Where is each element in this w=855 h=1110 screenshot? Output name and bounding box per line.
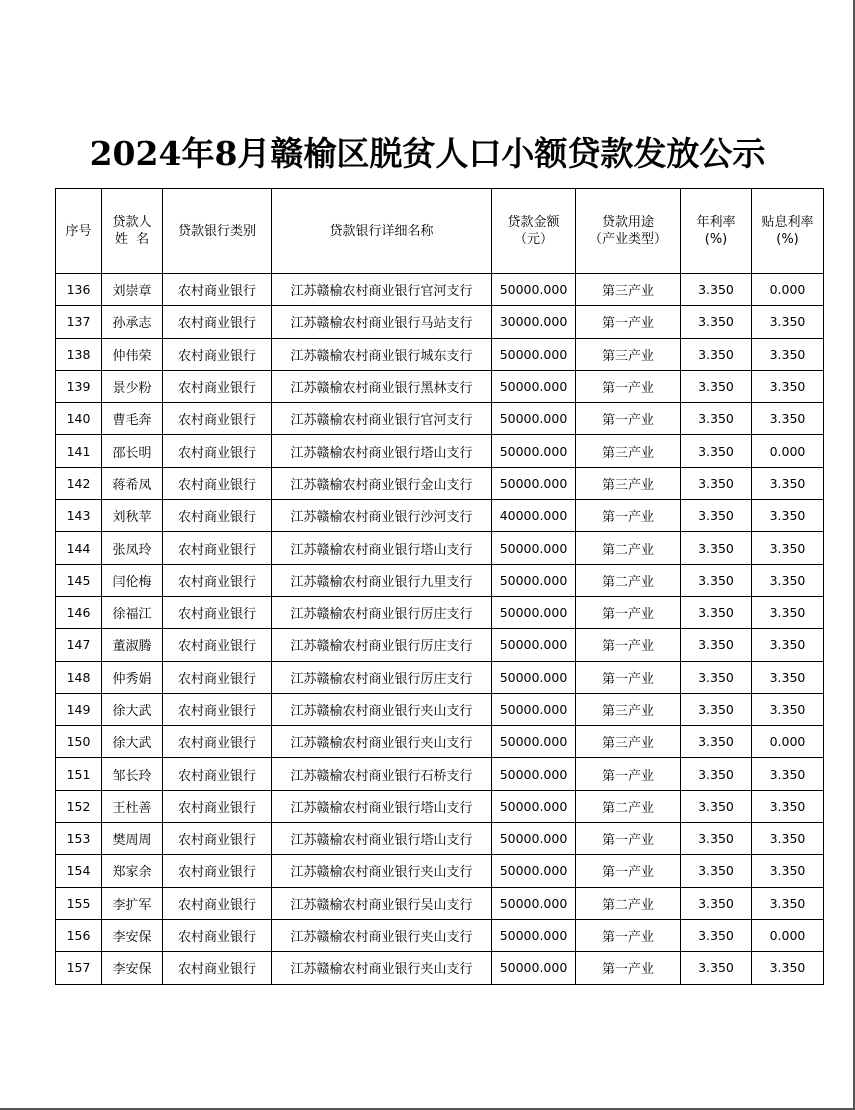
cell-seq: 157 <box>56 952 102 984</box>
table-row <box>56 532 824 564</box>
cell-bank-name: 江苏赣榆农村商业银行厉庄支行 <box>272 661 492 693</box>
cell-seq: 152 <box>56 790 102 822</box>
cell-seq: 146 <box>56 596 102 628</box>
cell-seq: 137 <box>56 306 102 338</box>
table-row <box>56 855 824 887</box>
cell-bank-name: 江苏赣榆农村商业银行官河支行 <box>272 403 492 435</box>
cell-subsidy: 3.350 <box>752 887 824 919</box>
cell-subsidy: 0.000 <box>752 919 824 951</box>
cell-bank-type: 农村商业银行 <box>163 564 272 596</box>
header-usage: 贷款用途 （产业类型） <box>576 189 681 274</box>
cell-seq: 154 <box>56 855 102 887</box>
cell-seq: 155 <box>56 887 102 919</box>
cell-rate: 3.350 <box>681 306 752 338</box>
cell-subsidy: 3.350 <box>752 855 824 887</box>
cell-seq: 136 <box>56 274 102 306</box>
cell-amount: 50000.000 <box>492 564 576 596</box>
cell-name: 仲秀娟 <box>102 661 163 693</box>
cell-subsidy: 0.000 <box>752 435 824 467</box>
cell-subsidy: 3.350 <box>752 790 824 822</box>
cell-seq: 144 <box>56 532 102 564</box>
cell-subsidy: 3.350 <box>752 532 824 564</box>
cell-amount: 30000.000 <box>492 306 576 338</box>
table-row <box>56 887 824 919</box>
cell-usage: 第三产业 <box>576 693 681 725</box>
table-row <box>56 919 824 951</box>
cell-usage: 第三产业 <box>576 435 681 467</box>
cell-seq: 147 <box>56 629 102 661</box>
cell-rate: 3.350 <box>681 726 752 758</box>
cell-rate: 3.350 <box>681 919 752 951</box>
cell-seq: 143 <box>56 500 102 532</box>
cell-subsidy: 3.350 <box>752 370 824 402</box>
cell-amount: 50000.000 <box>492 726 576 758</box>
table-row <box>56 500 824 532</box>
cell-name: 孙承志 <box>102 306 163 338</box>
cell-bank-type: 农村商业银行 <box>163 823 272 855</box>
cell-rate: 3.350 <box>681 887 752 919</box>
cell-amount: 50000.000 <box>492 435 576 467</box>
cell-amount: 50000.000 <box>492 403 576 435</box>
cell-bank-name: 江苏赣榆农村商业银行厉庄支行 <box>272 629 492 661</box>
cell-rate: 3.350 <box>681 855 752 887</box>
cell-bank-name: 江苏赣榆农村商业银行马站支行 <box>272 306 492 338</box>
cell-name: 徐大武 <box>102 726 163 758</box>
cell-bank-type: 农村商业银行 <box>163 790 272 822</box>
cell-seq: 153 <box>56 823 102 855</box>
cell-name: 曹毛奔 <box>102 403 163 435</box>
cell-seq: 148 <box>56 661 102 693</box>
header-rate: 年利率 (%) <box>681 189 752 274</box>
cell-seq: 138 <box>56 338 102 370</box>
cell-usage: 第三产业 <box>576 467 681 499</box>
cell-name: 仲伟荣 <box>102 338 163 370</box>
table-row <box>56 693 824 725</box>
cell-amount: 50000.000 <box>492 370 576 402</box>
cell-name: 徐大武 <box>102 693 163 725</box>
cell-rate: 3.350 <box>681 435 752 467</box>
cell-bank-type: 农村商业银行 <box>163 467 272 499</box>
cell-rate: 3.350 <box>681 661 752 693</box>
header-seq: 序号 <box>56 189 102 274</box>
cell-rate: 3.350 <box>681 500 752 532</box>
cell-amount: 50000.000 <box>492 919 576 951</box>
cell-bank-name: 江苏赣榆农村商业银行城东支行 <box>272 338 492 370</box>
cell-subsidy: 3.350 <box>752 467 824 499</box>
cell-usage: 第二产业 <box>576 532 681 564</box>
cell-name: 董淑腾 <box>102 629 163 661</box>
table-row <box>56 564 824 596</box>
cell-bank-type: 农村商业银行 <box>163 855 272 887</box>
table-row <box>56 726 824 758</box>
cell-bank-name: 江苏赣榆农村商业银行夹山支行 <box>272 919 492 951</box>
cell-amount: 40000.000 <box>492 500 576 532</box>
cell-bank-name: 江苏赣榆农村商业银行吴山支行 <box>272 887 492 919</box>
cell-amount: 50000.000 <box>492 758 576 790</box>
cell-amount: 50000.000 <box>492 274 576 306</box>
cell-subsidy: 3.350 <box>752 403 824 435</box>
cell-bank-type: 农村商业银行 <box>163 952 272 984</box>
cell-bank-type: 农村商业银行 <box>163 435 272 467</box>
cell-name: 刘秋苹 <box>102 500 163 532</box>
cell-bank-name: 江苏赣榆农村商业银行九里支行 <box>272 564 492 596</box>
cell-bank-type: 农村商业银行 <box>163 693 272 725</box>
cell-usage: 第一产业 <box>576 500 681 532</box>
cell-bank-name: 江苏赣榆农村商业银行塔山支行 <box>272 532 492 564</box>
cell-amount: 50000.000 <box>492 952 576 984</box>
cell-name: 徐福江 <box>102 596 163 628</box>
cell-bank-type: 农村商业银行 <box>163 629 272 661</box>
cell-subsidy: 3.350 <box>752 596 824 628</box>
cell-bank-name: 江苏赣榆农村商业银行夹山支行 <box>272 726 492 758</box>
cell-usage: 第一产业 <box>576 629 681 661</box>
cell-name: 邵长明 <box>102 435 163 467</box>
table-row <box>56 952 824 984</box>
cell-amount: 50000.000 <box>492 661 576 693</box>
cell-subsidy: 0.000 <box>752 274 824 306</box>
cell-name: 邹长玲 <box>102 758 163 790</box>
cell-name: 王杜善 <box>102 790 163 822</box>
cell-rate: 3.350 <box>681 823 752 855</box>
table-row <box>56 338 824 370</box>
cell-bank-type: 农村商业银行 <box>163 338 272 370</box>
cell-rate: 3.350 <box>681 693 752 725</box>
cell-subsidy: 3.350 <box>752 952 824 984</box>
cell-usage: 第一产业 <box>576 823 681 855</box>
cell-usage: 第一产业 <box>576 952 681 984</box>
cell-name: 李扩军 <box>102 887 163 919</box>
cell-seq: 145 <box>56 564 102 596</box>
cell-bank-name: 江苏赣榆农村商业银行夹山支行 <box>272 855 492 887</box>
cell-amount: 50000.000 <box>492 532 576 564</box>
loan-table <box>55 188 824 985</box>
cell-amount: 50000.000 <box>492 855 576 887</box>
cell-seq: 141 <box>56 435 102 467</box>
cell-bank-name: 江苏赣榆农村商业银行黑林支行 <box>272 370 492 402</box>
table-row <box>56 306 824 338</box>
cell-subsidy: 3.350 <box>752 500 824 532</box>
cell-bank-name: 江苏赣榆农村商业银行塔山支行 <box>272 435 492 467</box>
cell-amount: 50000.000 <box>492 629 576 661</box>
cell-rate: 3.350 <box>681 629 752 661</box>
cell-seq: 156 <box>56 919 102 951</box>
cell-name: 郑家余 <box>102 855 163 887</box>
cell-amount: 50000.000 <box>492 887 576 919</box>
cell-bank-name: 江苏赣榆农村商业银行官河支行 <box>272 274 492 306</box>
cell-bank-name: 江苏赣榆农村商业银行夹山支行 <box>272 952 492 984</box>
cell-usage: 第一产业 <box>576 661 681 693</box>
cell-subsidy: 3.350 <box>752 758 824 790</box>
cell-seq: 139 <box>56 370 102 402</box>
table-row <box>56 370 824 402</box>
cell-rate: 3.350 <box>681 758 752 790</box>
cell-subsidy: 3.350 <box>752 338 824 370</box>
table-row <box>56 823 824 855</box>
cell-subsidy: 0.000 <box>752 726 824 758</box>
table-row <box>56 758 824 790</box>
cell-usage: 第一产业 <box>576 596 681 628</box>
cell-amount: 50000.000 <box>492 596 576 628</box>
cell-seq: 142 <box>56 467 102 499</box>
cell-rate: 3.350 <box>681 274 752 306</box>
cell-seq: 151 <box>56 758 102 790</box>
cell-amount: 50000.000 <box>492 790 576 822</box>
cell-rate: 3.350 <box>681 952 752 984</box>
table-row <box>56 467 824 499</box>
cell-subsidy: 3.350 <box>752 693 824 725</box>
header-bank-name: 贷款银行详细名称 <box>272 189 492 274</box>
cell-usage: 第一产业 <box>576 855 681 887</box>
header-amount: 贷款金额 （元） <box>492 189 576 274</box>
cell-usage: 第三产业 <box>576 338 681 370</box>
cell-rate: 3.350 <box>681 467 752 499</box>
cell-bank-name: 江苏赣榆农村商业银行塔山支行 <box>272 790 492 822</box>
cell-bank-type: 农村商业银行 <box>163 596 272 628</box>
cell-name: 蒋希凤 <box>102 467 163 499</box>
cell-usage: 第三产业 <box>576 726 681 758</box>
cell-bank-type: 农村商业银行 <box>163 758 272 790</box>
cell-usage: 第二产业 <box>576 564 681 596</box>
cell-amount: 50000.000 <box>492 467 576 499</box>
cell-amount: 50000.000 <box>492 338 576 370</box>
table-header-row <box>56 189 824 274</box>
table-row <box>56 596 824 628</box>
cell-bank-type: 农村商业银行 <box>163 403 272 435</box>
table-row <box>56 661 824 693</box>
cell-bank-name: 江苏赣榆农村商业银行夹山支行 <box>272 693 492 725</box>
cell-name: 刘崇章 <box>102 274 163 306</box>
cell-bank-type: 农村商业银行 <box>163 500 272 532</box>
cell-seq: 149 <box>56 693 102 725</box>
cell-name: 李安保 <box>102 952 163 984</box>
table-row <box>56 435 824 467</box>
cell-bank-type: 农村商业银行 <box>163 306 272 338</box>
cell-subsidy: 3.350 <box>752 629 824 661</box>
cell-subsidy: 3.350 <box>752 661 824 693</box>
cell-bank-type: 农村商业银行 <box>163 661 272 693</box>
cell-name: 樊周周 <box>102 823 163 855</box>
cell-amount: 50000.000 <box>492 823 576 855</box>
table-row <box>56 274 824 306</box>
cell-usage: 第一产业 <box>576 758 681 790</box>
cell-bank-type: 农村商业银行 <box>163 370 272 402</box>
cell-subsidy: 3.350 <box>752 823 824 855</box>
cell-name: 景少粉 <box>102 370 163 402</box>
cell-bank-name: 江苏赣榆农村商业银行金山支行 <box>272 467 492 499</box>
cell-usage: 第一产业 <box>576 306 681 338</box>
table-row <box>56 403 824 435</box>
cell-seq: 150 <box>56 726 102 758</box>
cell-rate: 3.350 <box>681 403 752 435</box>
cell-rate: 3.350 <box>681 338 752 370</box>
cell-amount: 50000.000 <box>492 693 576 725</box>
cell-usage: 第一产业 <box>576 919 681 951</box>
cell-usage: 第一产业 <box>576 403 681 435</box>
cell-rate: 3.350 <box>681 564 752 596</box>
header-bank-type: 贷款银行类别 <box>163 189 272 274</box>
cell-name: 张凤玲 <box>102 532 163 564</box>
cell-bank-type: 农村商业银行 <box>163 274 272 306</box>
cell-rate: 3.350 <box>681 790 752 822</box>
cell-usage: 第二产业 <box>576 790 681 822</box>
cell-subsidy: 3.350 <box>752 306 824 338</box>
cell-subsidy: 3.350 <box>752 564 824 596</box>
cell-seq: 140 <box>56 403 102 435</box>
cell-rate: 3.350 <box>681 532 752 564</box>
cell-bank-type: 农村商业银行 <box>163 726 272 758</box>
cell-bank-name: 江苏赣榆农村商业银行塔山支行 <box>272 823 492 855</box>
table-row <box>56 629 824 661</box>
table-row <box>56 790 824 822</box>
cell-rate: 3.350 <box>681 370 752 402</box>
cell-name: 李安保 <box>102 919 163 951</box>
cell-bank-type: 农村商业银行 <box>163 919 272 951</box>
cell-bank-name: 江苏赣榆农村商业银行沙河支行 <box>272 500 492 532</box>
cell-usage: 第一产业 <box>576 370 681 402</box>
cell-name: 闫伦梅 <box>102 564 163 596</box>
header-name: 贷款人 姓 名 <box>102 189 163 274</box>
page-title: 2024年8月赣榆区脱贫人口小额贷款发放公示 <box>89 134 766 173</box>
cell-usage: 第三产业 <box>576 274 681 306</box>
cell-bank-type: 农村商业银行 <box>163 887 272 919</box>
cell-rate: 3.350 <box>681 596 752 628</box>
header-subsidy: 贴息利率 (%) <box>752 189 824 274</box>
cell-bank-name: 江苏赣榆农村商业银行厉庄支行 <box>272 596 492 628</box>
cell-usage: 第二产业 <box>576 887 681 919</box>
cell-bank-name: 江苏赣榆农村商业银行石桥支行 <box>272 758 492 790</box>
cell-bank-type: 农村商业银行 <box>163 532 272 564</box>
